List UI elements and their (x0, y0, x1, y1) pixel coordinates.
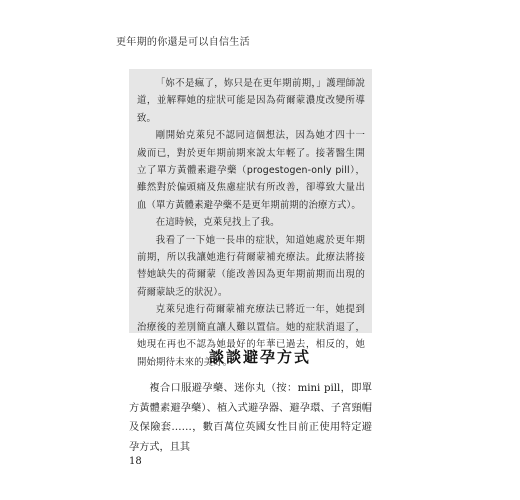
running-header: 更年期的你還是可以自信生活 (116, 37, 250, 48)
excerpt-paragraph: 在這時候，克萊兒找上了我。 (155, 217, 280, 229)
excerpt-paragraph: 克萊兒進行荷爾蒙補充療法已將近一年，她提到治療後的差別簡直讓人難以置信。她的症狀消退了，她現在再也不認為她最好的年華已過去，相反的，她開始期待未來的美好。 (137, 304, 365, 368)
excerpt-paragraph: 我看了一下她一長串的症狀，知道她處於更年期前期，所以我讓她進行荷爾蒙補充療法。此療法將接替她缺失的荷爾蒙（能改善因為更年期前期而出現的荷爾蒙缺乏的狀況）。 (137, 234, 365, 298)
excerpt-paragraph: 剛開始克萊兒不認同這個想法，因為她才四十一歲而已，對於更年期前期來說太年輕了。接著醫生開立了單方黃體素避孕藥（progestogen-only pill），雖然對於偏頭痛及焦慮症狀有所改善，卻導致大量出血（單方黃體素避孕藥不是更年期前期的治療方式）。 (137, 130, 365, 211)
body-text (129, 379, 372, 457)
excerpt-paragraph: 「妳不是瘋了，妳只是在更年期前期，」護理師說道，並解釋她的症狀可能是因為荷爾蒙濃度改變所導致。 (137, 78, 365, 124)
body-paragraph: 複合口服避孕藥、迷你丸（按：mini pill，即單方黃體素避孕藥）、植入式避孕器、避孕環、子宮頸帽及保險套……，數百萬位英國女性目前正使用特定避孕方式，且其 (129, 383, 372, 453)
page-number: 18 (129, 456, 142, 467)
section-heading: 談談避孕方式 (208, 348, 311, 366)
